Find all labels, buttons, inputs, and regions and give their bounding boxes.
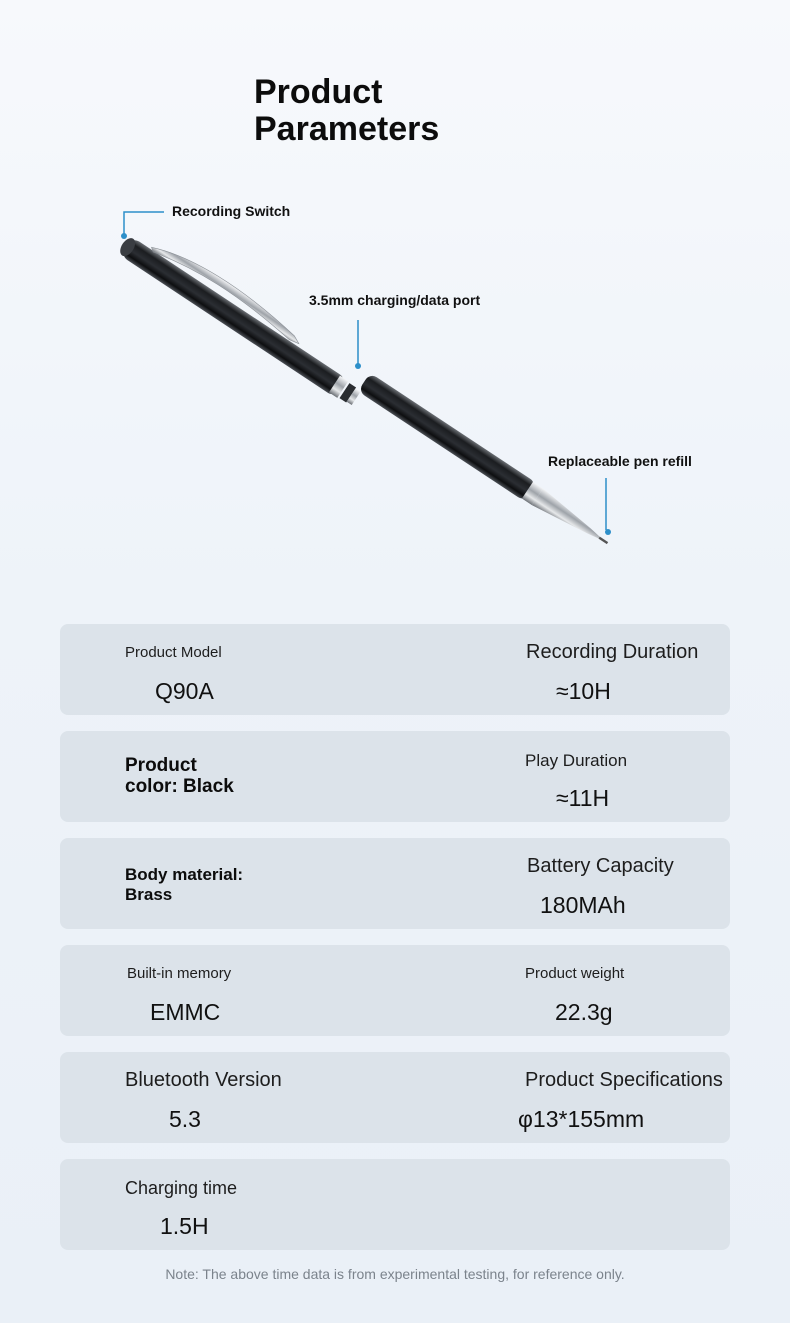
spec-card-material [60, 838, 730, 929]
page-title [254, 74, 439, 148]
callout-pen-refill: Replaceable pen refill [548, 453, 692, 469]
spec-card-charging [60, 1159, 730, 1250]
title-line-2: Parameters [254, 110, 440, 148]
spec-card-model [60, 624, 730, 715]
spec-card-color [60, 731, 730, 822]
port-marker [355, 363, 361, 369]
spec-label: Recording Duration [526, 641, 699, 663]
spec-label-line: Product [125, 755, 197, 776]
spec-card-bluetooth [60, 1052, 730, 1143]
pen-cap-section [117, 222, 371, 407]
title-line-1: Product [254, 73, 383, 111]
spec-label [125, 755, 234, 797]
callout-charging-port: 3.5mm charging/data port [309, 292, 481, 308]
switch-marker [121, 233, 127, 239]
spec-value: ≈11H [556, 785, 610, 811]
spec-label: Product Specifications [525, 1069, 723, 1091]
spec-value: φ13*155mm [518, 1106, 645, 1132]
spec-label: Product weight [525, 965, 625, 982]
spec-label: Bluetooth Version [125, 1069, 282, 1091]
callout-recording-switch: Recording Switch [172, 203, 291, 219]
spec-value: 5.3 [169, 1106, 201, 1132]
spec-value: ≈10H [556, 678, 611, 704]
spec-value: 1.5H [160, 1213, 209, 1239]
spec-value: 22.3g [555, 999, 613, 1025]
spec-label [125, 865, 243, 905]
pen-illustration [0, 180, 790, 570]
spec-value: 180MAh [540, 892, 626, 918]
spec-label: Built-in memory [127, 965, 232, 982]
spec-card-memory [60, 945, 730, 1036]
spec-value: EMMC [150, 999, 221, 1025]
spec-label: Play Duration [525, 751, 628, 770]
spec-label: Product Model [125, 644, 222, 661]
pen-diagram [0, 180, 790, 570]
spec-label-line: Brass [125, 885, 173, 904]
spec-label-line: Body material: [125, 865, 244, 884]
spec-label-line: color: Black [125, 776, 234, 797]
spec-label: Battery Capacity [527, 855, 674, 877]
callout-lines [124, 212, 606, 530]
disclaimer-note: Note: The above time data is from experimental testing, for reference only. [165, 1266, 625, 1282]
spec-value: Q90A [155, 678, 214, 704]
refill-marker [605, 529, 611, 535]
spec-label: Charging time [125, 1178, 238, 1198]
